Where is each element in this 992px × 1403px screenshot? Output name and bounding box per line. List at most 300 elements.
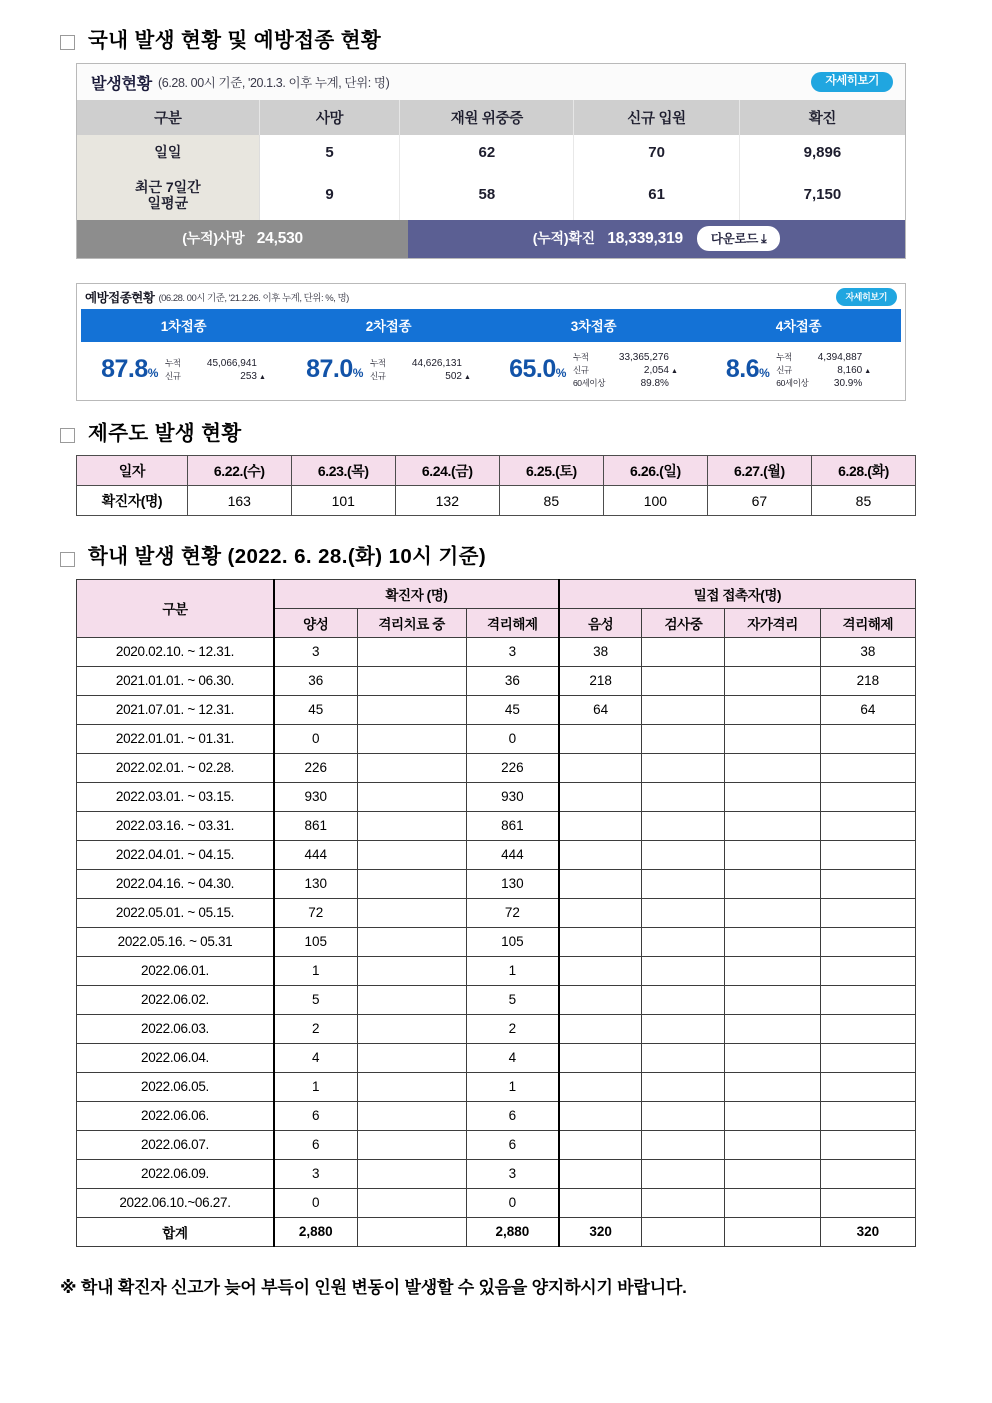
table-row xyxy=(77,985,916,1014)
jeju-count-5: 67 xyxy=(707,486,811,516)
school-cell-released: 36 xyxy=(466,666,559,695)
school-cell-contact-released xyxy=(820,956,915,985)
stat-key-new: 신규 xyxy=(164,371,181,382)
school-cell-negative xyxy=(559,1072,642,1101)
school-cell-negative: 64 xyxy=(559,695,642,724)
school-cell-negative xyxy=(559,985,642,1014)
vaccination-header-row xyxy=(81,309,901,342)
stat-key-over60: 60세이상 xyxy=(776,377,809,388)
occurrence-col-confirmed: 확진 xyxy=(739,100,905,135)
school-cell-testing xyxy=(642,840,725,869)
vaccination-dose-3-over60: 89.8% xyxy=(640,377,669,389)
table-row xyxy=(77,956,916,985)
occurrence-card-footer xyxy=(77,220,905,258)
school-cell-positive: 45 xyxy=(274,695,357,724)
school-cell-contact-released: 38 xyxy=(820,637,915,666)
jeju-col-date-2: 6.24.(금) xyxy=(395,456,499,486)
school-cell-self-quarantine xyxy=(725,1072,820,1101)
school-cell-testing xyxy=(642,927,725,956)
vaccination-dose-4-header: 4차접종 xyxy=(775,318,822,334)
school-total-row xyxy=(77,1217,916,1246)
school-cell-testing xyxy=(642,1188,725,1217)
school-cell-self-quarantine xyxy=(725,985,820,1014)
school-cell-positive: 226 xyxy=(274,753,357,782)
stat-line-new xyxy=(573,364,678,376)
table-row xyxy=(77,1014,916,1043)
table-row xyxy=(77,1072,916,1101)
school-cell-self-quarantine xyxy=(725,666,820,695)
table-row xyxy=(77,135,905,170)
school-cell-testing xyxy=(642,1072,725,1101)
school-cell-negative xyxy=(559,811,642,840)
vaccination-dose-2-cell xyxy=(286,351,491,389)
school-cell-negative xyxy=(559,1014,642,1043)
occurrence-weekly-death: 9 xyxy=(259,170,400,220)
table-row xyxy=(77,1130,916,1159)
vaccination-dose-4-new: 8,160 xyxy=(837,364,863,376)
school-cell-self-quarantine xyxy=(725,1130,820,1159)
school-cell-positive: 0 xyxy=(274,1188,357,1217)
school-cell-self-quarantine xyxy=(725,927,820,956)
occurrence-daily-admitted: 70 xyxy=(574,135,740,170)
jeju-count-4: 100 xyxy=(603,486,707,516)
vaccination-dose-1-percent xyxy=(101,357,158,382)
school-row-period: 2022.06.05. xyxy=(77,1072,275,1101)
school-cell-negative xyxy=(559,1130,642,1159)
vaccination-dose-4-stats xyxy=(776,351,871,389)
school-cell-testing xyxy=(642,1130,725,1159)
school-cell-positive: 130 xyxy=(274,869,357,898)
jeju-count-3: 85 xyxy=(499,486,603,516)
vaccination-dose-2-percent-unit: % xyxy=(352,366,363,381)
up-arrow-icon: ▲ xyxy=(463,374,471,382)
school-cell-released: 861 xyxy=(466,811,559,840)
school-cell-contact-released xyxy=(820,840,915,869)
school-cell-contact-released xyxy=(820,1188,915,1217)
school-cell-contact-released xyxy=(820,1101,915,1130)
school-cell-released: 45 xyxy=(466,695,559,724)
school-row-period: 2022.04.01. ~ 04.15. xyxy=(77,840,275,869)
school-cell-testing xyxy=(642,985,725,1014)
school-cell-contact-released xyxy=(820,753,915,782)
occurrence-weekly-severe: 58 xyxy=(400,170,574,220)
school-cell-positive: 36 xyxy=(274,666,357,695)
school-cell-released: 72 xyxy=(466,898,559,927)
school-row-period: 2022.06.04. xyxy=(77,1043,275,1072)
school-cell-testing xyxy=(642,695,725,724)
school-cell-negative: 218 xyxy=(559,666,642,695)
cumulative-confirmed-panel xyxy=(408,220,905,258)
school-row-period: 2022.02.01. ~ 02.28. xyxy=(77,753,275,782)
school-cell-in-isolation xyxy=(357,1014,466,1043)
school-cell-released: 2,880 xyxy=(466,1217,559,1246)
stat-key-new: 신규 xyxy=(572,364,589,375)
school-cell-negative xyxy=(559,898,642,927)
jeju-count-1: 101 xyxy=(291,486,395,516)
table-row xyxy=(77,840,916,869)
school-cell-positive: 5 xyxy=(274,985,357,1014)
school-cell-negative xyxy=(559,1043,642,1072)
table-row xyxy=(77,695,916,724)
school-cell-testing xyxy=(642,724,725,753)
jeju-count-2: 132 xyxy=(395,486,499,516)
school-cell-in-isolation xyxy=(357,753,466,782)
occurrence-status-card xyxy=(76,63,906,259)
school-row-period: 2022.03.16. ~ 03.31. xyxy=(77,811,275,840)
vaccination-card-subtitle: (06.28. 00시 기준, '21.2.26. 이후 누계, 단위: %, 명) xyxy=(158,292,349,304)
school-cell-negative xyxy=(559,782,642,811)
school-cell-released: 3 xyxy=(466,1159,559,1188)
cumulative-death-panel xyxy=(77,220,408,258)
school-cell-negative: 320 xyxy=(559,1217,642,1246)
vaccination-dose-4-percent xyxy=(726,357,769,382)
vaccination-dose-1-cell xyxy=(81,351,286,389)
school-table-body xyxy=(77,637,916,1246)
vaccination-dose-2-percent xyxy=(306,357,363,382)
vaccination-dose-4-percent-unit: % xyxy=(759,366,770,381)
school-cell-positive: 6 xyxy=(274,1101,357,1130)
school-cell-in-isolation xyxy=(357,1188,466,1217)
school-cell-testing xyxy=(642,1101,725,1130)
school-col-category: 구분 xyxy=(77,579,275,637)
school-cell-testing xyxy=(642,1014,725,1043)
vaccination-detail-button[interactable]: 자세히보기 xyxy=(836,288,897,306)
up-arrow-icon: ▲ xyxy=(258,374,266,382)
school-cell-in-isolation xyxy=(357,724,466,753)
section-heading-domestic xyxy=(60,30,932,53)
school-cell-released: 4 xyxy=(466,1043,559,1072)
school-cell-self-quarantine xyxy=(725,1159,820,1188)
school-cell-in-isolation xyxy=(357,1159,466,1188)
school-cell-negative xyxy=(559,724,642,753)
occurrence-daily-confirmed: 9,896 xyxy=(739,135,905,170)
school-cell-in-isolation xyxy=(357,898,466,927)
school-cell-testing xyxy=(642,811,725,840)
school-cell-contact-released xyxy=(820,1043,915,1072)
table-row xyxy=(77,666,916,695)
school-cell-self-quarantine xyxy=(725,695,820,724)
school-cell-released: 3 xyxy=(466,637,559,666)
school-row-period: 2022.06.02. xyxy=(77,985,275,1014)
school-cell-contact-released: 218 xyxy=(820,666,915,695)
school-cell-self-quarantine xyxy=(725,1188,820,1217)
stat-line-cumulative xyxy=(165,357,266,369)
table-row xyxy=(77,927,916,956)
section-heading-school xyxy=(60,546,932,569)
occurrence-daily-severe: 62 xyxy=(400,135,574,170)
vaccination-dose-4-cell xyxy=(696,351,901,389)
school-cell-negative xyxy=(559,869,642,898)
school-cell-released: 5 xyxy=(466,985,559,1014)
school-cell-positive: 930 xyxy=(274,782,357,811)
school-cell-in-isolation xyxy=(357,840,466,869)
school-cell-self-quarantine xyxy=(725,753,820,782)
up-arrow-icon: ▲ xyxy=(864,367,872,375)
school-cell-contact-released xyxy=(820,869,915,898)
school-group-contact: 밀접 접촉자(명) xyxy=(559,579,916,608)
school-cell-released: 6 xyxy=(466,1101,559,1130)
occurrence-row-label-weekly xyxy=(77,170,259,220)
square-bullet-icon xyxy=(60,35,75,50)
cumulative-confirmed-label: (누적)확진 xyxy=(532,230,595,247)
school-row-period: 2022.05.01. ~ 05.15. xyxy=(77,898,275,927)
stat-key-cumulative: 누적 xyxy=(369,358,386,369)
vaccination-status-card xyxy=(76,283,906,401)
school-cell-released: 0 xyxy=(466,724,559,753)
school-cell-positive: 6 xyxy=(274,1130,357,1159)
school-cell-testing xyxy=(642,898,725,927)
school-cell-positive: 3 xyxy=(274,637,357,666)
school-cell-positive: 2,880 xyxy=(274,1217,357,1246)
jeju-col-date-label: 일자 xyxy=(77,456,188,486)
school-cell-positive: 1 xyxy=(274,956,357,985)
school-row-period: 2022.05.16. ~ 05.31 xyxy=(77,927,275,956)
cumulative-confirmed-value: 18,339,319 xyxy=(607,230,683,248)
table-row xyxy=(77,782,916,811)
vaccination-dose-4-over60: 30.9% xyxy=(833,377,863,389)
stat-key-cumulative: 누적 xyxy=(776,351,792,362)
school-cell-positive: 444 xyxy=(274,840,357,869)
school-cell-in-isolation xyxy=(357,985,466,1014)
school-col-self-quarantine: 자가격리 xyxy=(725,608,820,637)
vaccination-dose-2-percent-value: 87.0 xyxy=(306,355,353,384)
school-cell-negative: 38 xyxy=(559,637,642,666)
school-row-period: 2020.02.10. ~ 12.31. xyxy=(77,637,275,666)
vaccination-body-row xyxy=(77,342,905,400)
occurrence-table xyxy=(77,100,905,220)
jeju-row-label: 확진자(명) xyxy=(77,486,188,516)
school-cell-negative xyxy=(559,927,642,956)
jeju-daily-cases-table xyxy=(76,455,916,516)
stat-key-new: 신규 xyxy=(369,371,386,382)
school-cell-contact-released xyxy=(820,724,915,753)
school-cell-negative xyxy=(559,753,642,782)
vaccination-dose-3-percent-value: 65.0 xyxy=(509,355,556,384)
occurrence-card-title: 발생현황 xyxy=(91,75,153,93)
occurrence-col-death: 사망 xyxy=(259,100,400,135)
table-row xyxy=(77,753,916,782)
school-cell-negative xyxy=(559,956,642,985)
school-cell-self-quarantine xyxy=(725,782,820,811)
school-row-period: 2022.06.03. xyxy=(77,1014,275,1043)
school-cell-self-quarantine xyxy=(725,637,820,666)
school-col-negative: 음성 xyxy=(559,608,642,637)
stat-key-cumulative: 누적 xyxy=(572,351,589,362)
school-cell-in-isolation xyxy=(357,637,466,666)
occurrence-row-label-weekly-line1: 최근 7일간 xyxy=(134,178,201,195)
vaccination-dose-1-percent-unit: % xyxy=(147,366,158,381)
stat-key-over60: 60세이상 xyxy=(572,377,606,388)
jeju-count-0: 163 xyxy=(187,486,291,516)
stat-line-cumulative xyxy=(370,357,471,369)
school-cell-positive: 105 xyxy=(274,927,357,956)
school-row-period: 2021.01.01. ~ 06.30. xyxy=(77,666,275,695)
school-total-label: 합계 xyxy=(77,1217,275,1246)
school-cell-negative xyxy=(559,1159,642,1188)
cumulative-confirmed-text xyxy=(533,228,683,248)
school-cell-released: 226 xyxy=(466,753,559,782)
school-cell-self-quarantine xyxy=(725,898,820,927)
occurrence-col-category: 구분 xyxy=(77,100,259,135)
jeju-count-6: 85 xyxy=(811,486,915,516)
vaccination-dose-3-cumulative: 33,365,276 xyxy=(618,351,669,363)
vaccination-dose-2-new: 502 xyxy=(445,371,462,383)
school-cell-negative xyxy=(559,840,642,869)
occurrence-row-label-daily: 일일 xyxy=(77,135,259,170)
table-row xyxy=(77,1043,916,1072)
school-cell-self-quarantine xyxy=(725,1101,820,1130)
school-cell-released: 1 xyxy=(466,956,559,985)
school-row-period: 2022.06.06. xyxy=(77,1101,275,1130)
school-cell-self-quarantine xyxy=(725,869,820,898)
jeju-col-date-3: 6.25.(토) xyxy=(499,456,603,486)
school-cell-contact-released xyxy=(820,811,915,840)
school-cell-self-quarantine xyxy=(725,1217,820,1246)
school-cell-contact-released xyxy=(820,782,915,811)
school-cell-released: 930 xyxy=(466,782,559,811)
jeju-col-date-1: 6.23.(목) xyxy=(291,456,395,486)
vaccination-dose-1-stats xyxy=(165,357,266,382)
vaccination-dose-1-cumulative: 45,066,941 xyxy=(206,358,257,370)
school-cases-table xyxy=(76,579,916,1247)
school-cell-testing xyxy=(642,753,725,782)
occurrence-daily-death: 5 xyxy=(259,135,400,170)
occurrence-detail-button[interactable]: 자세히보기 xyxy=(811,72,893,93)
occurrence-col-admitted: 신규 입원 xyxy=(574,100,740,135)
school-cell-contact-released: 64 xyxy=(820,695,915,724)
school-cell-positive: 0 xyxy=(274,724,357,753)
school-cell-testing xyxy=(642,637,725,666)
school-cell-contact-released xyxy=(820,1014,915,1043)
table-row xyxy=(77,1188,916,1217)
jeju-col-date-0: 6.22.(수) xyxy=(187,456,291,486)
cumulative-death-label: (누적)사망 xyxy=(182,229,245,246)
stat-key-cumulative: 누적 xyxy=(164,358,181,369)
school-cell-released: 444 xyxy=(466,840,559,869)
page-title: 국내 발생 현황 및 예방접종 현황 xyxy=(88,29,382,52)
table-row xyxy=(77,724,916,753)
school-cell-in-isolation xyxy=(357,869,466,898)
school-section-title: 학내 발생 현황 (2022. 6. 28.(화) 10시 기준) xyxy=(88,545,487,569)
school-cell-released: 130 xyxy=(466,869,559,898)
school-cell-testing xyxy=(642,666,725,695)
vaccination-dose-1-header: 1차접종 xyxy=(160,318,207,334)
school-row-period: 2022.03.01. ~ 03.15. xyxy=(77,782,275,811)
school-cell-contact-released xyxy=(820,1159,915,1188)
stat-line-cumulative xyxy=(573,351,678,363)
school-cell-in-isolation xyxy=(357,695,466,724)
school-cell-in-isolation xyxy=(357,1043,466,1072)
school-col-released: 격리해제 xyxy=(466,608,559,637)
vaccination-dose-4-percent-value: 8.6 xyxy=(725,355,760,384)
square-bullet-icon xyxy=(60,428,75,443)
school-cell-positive: 1 xyxy=(274,1072,357,1101)
school-cell-released: 105 xyxy=(466,927,559,956)
table-row xyxy=(77,637,916,666)
school-cell-released: 0 xyxy=(466,1188,559,1217)
table-row xyxy=(77,869,916,898)
vaccination-dose-3-percent-unit: % xyxy=(555,366,566,381)
school-cell-positive: 4 xyxy=(274,1043,357,1072)
school-cell-self-quarantine xyxy=(725,1014,820,1043)
school-cell-self-quarantine xyxy=(725,840,820,869)
school-cell-self-quarantine xyxy=(725,724,820,753)
school-cell-in-isolation xyxy=(357,1217,466,1246)
table-row xyxy=(77,1101,916,1130)
jeju-header-row xyxy=(77,456,916,486)
cumulative-death-value: 24,530 xyxy=(256,229,303,247)
footnote-text: ※ 학내 확진자 신고가 늦어 부득이 인원 변동이 발생할 수 있음을 양지하시기 바랍니다. xyxy=(60,1277,687,1297)
stat-line-new xyxy=(165,370,266,382)
occurrence-weekly-admitted: 61 xyxy=(574,170,740,220)
school-row-period: 2021.07.01. ~ 12.31. xyxy=(77,695,275,724)
vaccination-dose-3-new: 2,054 xyxy=(643,364,669,376)
school-cell-testing xyxy=(642,1043,725,1072)
school-col-contact-released: 격리해제 xyxy=(820,608,915,637)
school-cell-in-isolation xyxy=(357,927,466,956)
table-row xyxy=(77,898,916,927)
table-row xyxy=(77,486,916,516)
school-cell-in-isolation xyxy=(357,782,466,811)
school-cell-self-quarantine xyxy=(725,1043,820,1072)
school-cell-self-quarantine xyxy=(725,811,820,840)
school-cell-positive: 2 xyxy=(274,1014,357,1043)
up-arrow-icon: ▲ xyxy=(670,367,678,375)
stat-line-new xyxy=(370,370,471,382)
school-cell-positive: 72 xyxy=(274,898,357,927)
download-button[interactable]: 다운로드 ⤓ xyxy=(697,226,781,251)
school-cell-in-isolation xyxy=(357,956,466,985)
school-cell-contact-released xyxy=(820,898,915,927)
school-col-in-isolation: 격리치료 중 xyxy=(357,608,466,637)
school-cell-contact-released xyxy=(820,1130,915,1159)
school-cell-contact-released xyxy=(820,927,915,956)
table-row xyxy=(77,170,905,220)
school-cell-contact-released xyxy=(820,985,915,1014)
school-cell-contact-released: 320 xyxy=(820,1217,915,1246)
vaccination-dose-2-cumulative: 44,626,131 xyxy=(411,358,462,370)
school-group-confirmed: 확진자 (명) xyxy=(274,579,559,608)
school-cell-released: 6 xyxy=(466,1130,559,1159)
vaccination-dose-4-cumulative: 4,394,887 xyxy=(817,351,863,363)
jeju-col-date-6: 6.28.(화) xyxy=(811,456,915,486)
school-cell-in-isolation xyxy=(357,1072,466,1101)
school-cell-negative xyxy=(559,1188,642,1217)
jeju-section-title: 제주도 발생 현황 xyxy=(88,421,242,445)
vaccination-dose-3-stats xyxy=(573,351,678,389)
vaccination-dose-3-cell xyxy=(491,351,696,389)
school-col-positive: 양성 xyxy=(274,608,357,637)
school-cell-testing xyxy=(642,869,725,898)
stat-line-cumulative xyxy=(776,351,871,363)
school-cell-testing xyxy=(642,1159,725,1188)
vaccination-dose-2-header: 2차접종 xyxy=(365,318,412,334)
school-cell-self-quarantine xyxy=(725,956,820,985)
stat-line-new xyxy=(776,364,871,376)
stat-line-over60 xyxy=(573,377,678,389)
school-row-period: 2022.06.01. xyxy=(77,956,275,985)
occurrence-card-subtitle: (6.28. 00시 기준, '20.1.3. 이후 누계, 단위: 명) xyxy=(158,76,390,91)
school-cell-testing xyxy=(642,956,725,985)
school-row-period: 2022.04.16. ~ 04.30. xyxy=(77,869,275,898)
stat-line-over60 xyxy=(776,377,871,389)
vaccination-card-titlebar xyxy=(77,284,905,309)
school-cell-testing xyxy=(642,1217,725,1246)
school-cell-contact-released xyxy=(820,1072,915,1101)
vaccination-dose-2-stats xyxy=(370,357,471,382)
school-cell-released: 2 xyxy=(466,1014,559,1043)
school-row-period: 2022.01.01. ~ 01.31. xyxy=(77,724,275,753)
